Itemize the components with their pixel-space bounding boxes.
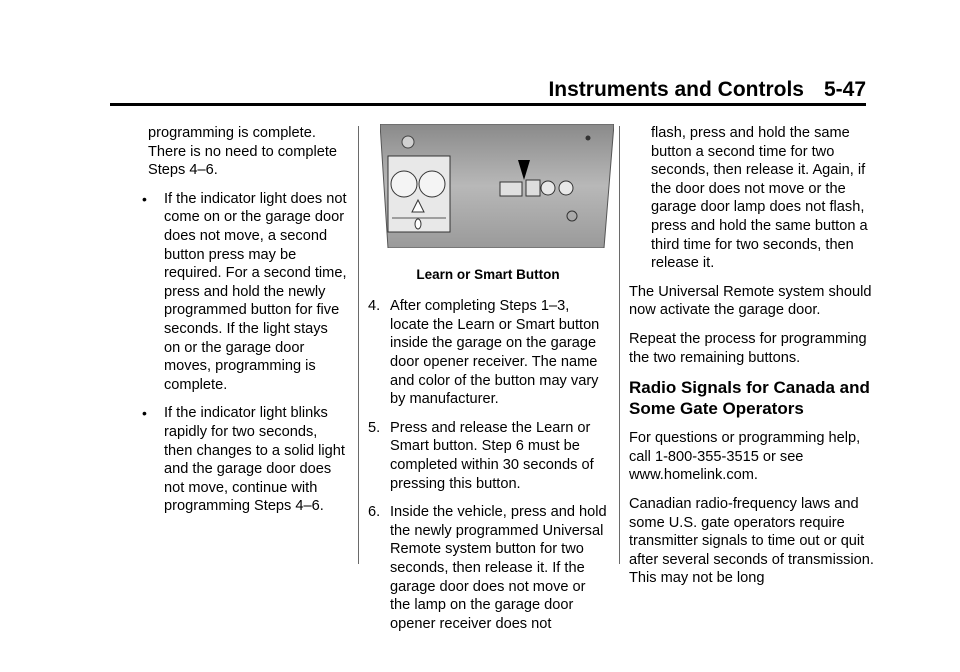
figure-caption: Learn or Smart Button: [416, 266, 560, 282]
bullet-icon: •: [142, 190, 147, 207]
column-3: [629, 124, 874, 598]
step-text: After completing Steps 1–3, locate the Learn or Smart button inside the garage on the garage door opener receiver. The name and color of the button may vary by manufacturer.: [390, 298, 600, 408]
page-number: 5-47: [823, 78, 866, 101]
column-divider-1: [358, 126, 359, 564]
section-heading: Radio Signals for Canada and Some Gate Operators: [629, 378, 870, 419]
step-number: 6.: [368, 504, 381, 521]
paragraph: Canadian radio-frequency laws and some U.S. gate operators require transmitter signals to time out or quit after several seconds of transmission. This may not be long: [629, 495, 874, 587]
bullet-icon: •: [142, 405, 147, 422]
bullet-text: If the indicator light does not come on or the garage door does not move, a second button press may be required. For a second time, press and hold the newly programmed button for five seconds. If the light stays on or the garage door moves, programming is complete.: [164, 190, 347, 393]
step-number: 4.: [368, 298, 381, 315]
column-2: [368, 124, 608, 643]
step-item: [368, 297, 608, 409]
section-title: Instruments and Controls: [548, 78, 804, 101]
page-header: [110, 78, 866, 106]
step-number: 5.: [368, 419, 381, 436]
learn-button-illustration: [380, 124, 614, 248]
column-divider-2: [619, 126, 620, 564]
step-text: Inside the vehicle, press and hold the newly programmed Universal Remote system button for two seconds, then release it. If the garage door does not move or the lamp on the garage door opener receiver does not: [390, 504, 607, 632]
continued-text: flash, press and hold the same button a second time for two seconds, then release it. Again, if the door does not move or the garage door lamp does not flash, press and hold the same button a third time for two seconds, then release it.: [651, 125, 868, 272]
header-rule: [110, 103, 866, 106]
paragraph: The Universal Remote system should now activate the garage door.: [629, 283, 872, 319]
bullet-item: [126, 190, 348, 395]
bullet-item: [126, 404, 348, 516]
paragraph: For questions or programming help, call 1-800-355-3515 or see www.homelink.com.: [629, 430, 861, 484]
column-1: [126, 124, 348, 526]
step-text: Press and release the Learn or Smart button. Step 6 must be completed within 30 seconds of pressing this button.: [390, 419, 594, 492]
continued-text: programming is complete. There is no need to complete Steps 4–6.: [148, 125, 338, 179]
paragraph: Repeat the process for programming the two remaining buttons.: [629, 330, 867, 366]
bullet-text: If the indicator light blinks rapidly for two seconds, then changes to a solid light and the garage door does not move, continue with programming Steps 4–6.: [164, 405, 345, 515]
step-item: [368, 419, 608, 493]
step-item: [368, 503, 608, 633]
